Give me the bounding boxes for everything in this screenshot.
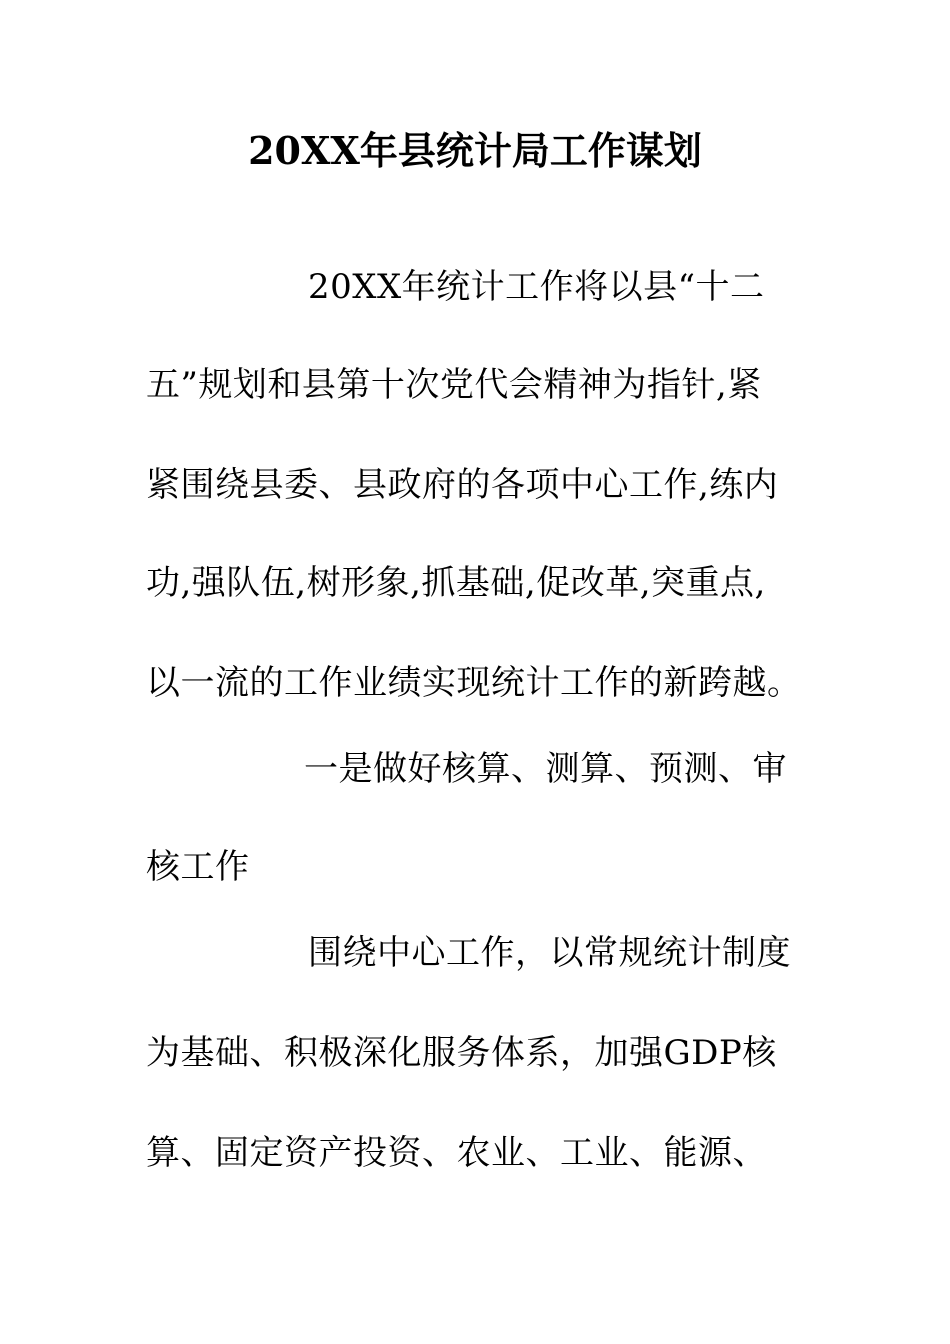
- document-title: 20XX年县统计局工作谋划: [248, 128, 702, 173]
- paragraph-line: 20XX年统计工作将以县“十二: [308, 267, 765, 307]
- paragraph-line: 紧围绕县委、县政府的各项中心工作,练内: [146, 465, 779, 505]
- section-heading-line: 核工作: [146, 847, 250, 887]
- paragraph-line: 五”规划和县第十次党代会精神为指针,紧: [146, 365, 762, 405]
- paragraph-line: 算、固定资产投资、农业、工业、能源、: [146, 1133, 767, 1173]
- paragraph-line: 为基础、积极深化服务体系，加强GDP核: [146, 1033, 777, 1073]
- section-heading-line: 一是做好核算、测算、预测、审: [304, 749, 787, 789]
- paragraph-line: 功,强队伍,树形象,抓基础,促改革,突重点,: [146, 563, 766, 603]
- paragraph-line: 围绕中心工作，以常规统计制度: [308, 933, 791, 973]
- paragraph-line: 以一流的工作业绩实现统计工作的新跨越。: [146, 663, 802, 703]
